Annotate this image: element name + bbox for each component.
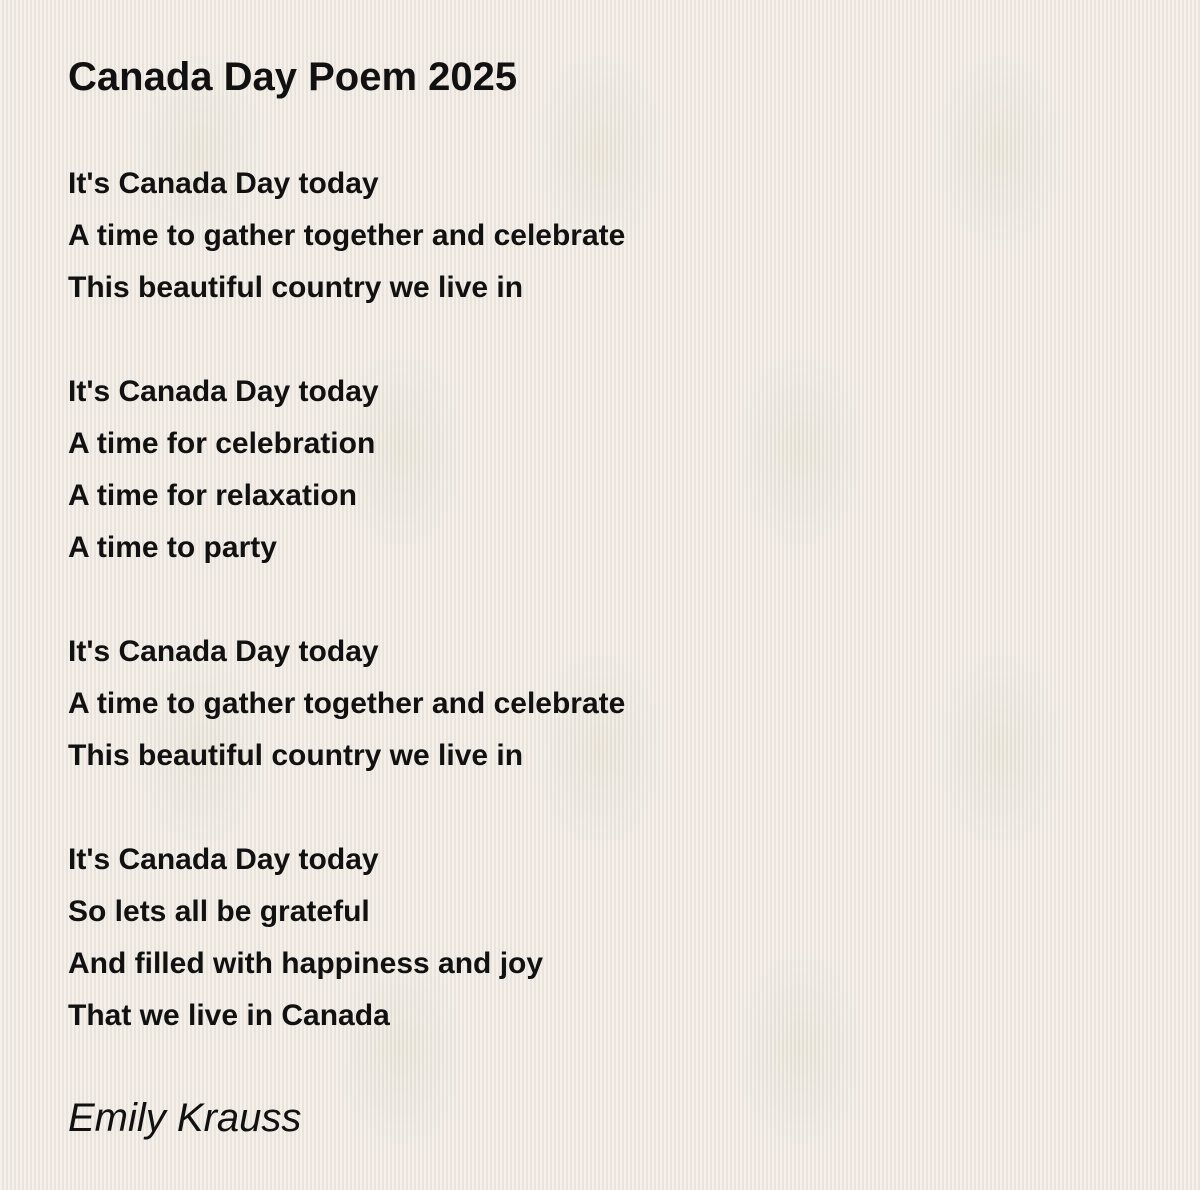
- poem-line: That we live in Canada: [68, 999, 390, 1032]
- poem-line: A time to party: [68, 531, 277, 564]
- stanza-1: [68, 158, 1148, 314]
- stanza-4: [68, 834, 1148, 1042]
- poem-line: A time for relaxation: [68, 479, 357, 512]
- poem-line: And filled with happiness and joy: [68, 947, 544, 980]
- poem-line: This beautiful country we live in: [68, 739, 524, 772]
- poem-title: Canada Day Poem 2025: [68, 55, 518, 99]
- poem-line: A time to gather together and celebrate: [68, 687, 626, 720]
- poem-page: [68, 54, 1148, 1142]
- stanza-3: [68, 626, 1148, 782]
- poem-line: This beautiful country we live in: [68, 271, 524, 304]
- poem-line: It's Canada Day today: [68, 635, 379, 668]
- poem-line: A time to gather together and celebrate: [68, 219, 626, 252]
- poem-body: [68, 158, 1148, 1042]
- poem-line: It's Canada Day today: [68, 843, 379, 876]
- poem-line: It's Canada Day today: [68, 167, 379, 200]
- poem-line: It's Canada Day today: [68, 375, 379, 408]
- poem-author: Emily Krauss: [68, 1096, 302, 1140]
- poem-line: So lets all be grateful: [68, 895, 370, 928]
- poem-line: A time for celebration: [68, 427, 376, 460]
- stanza-2: [68, 366, 1148, 574]
